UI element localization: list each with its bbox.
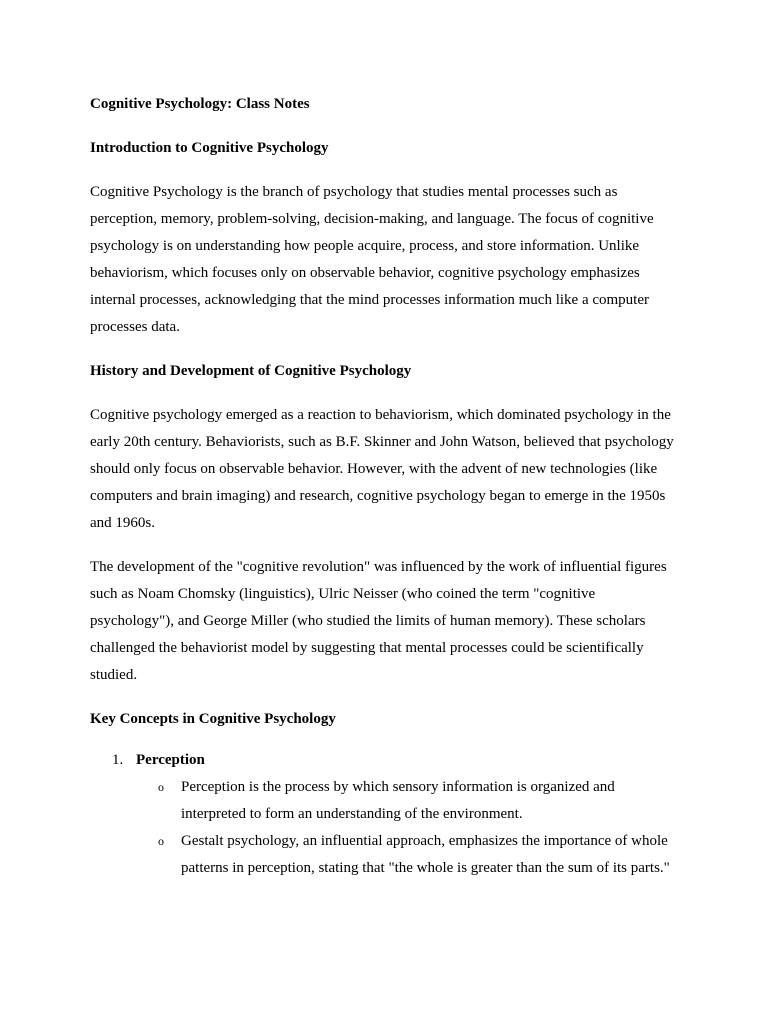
list-number: 1. [112, 752, 124, 768]
section-heading-key-concepts: Key Concepts in Cognitive Psychology [90, 711, 336, 727]
list-item-perception [90, 750, 678, 882]
bullet-text: Gestalt psychology, an influential approach, emphasizes the importance of whole patterns in perception, stating that "the whole is greater than the sum of its parts." [181, 833, 670, 876]
bullet-item [136, 828, 678, 882]
bullet-marker-icon: o [158, 834, 164, 848]
bullet-marker-icon: o [158, 780, 164, 794]
history-paragraph-2: The development of the "cognitive revolution" was influenced by the work of influential figures such as Noam Chomsky (linguistics), Ulric Neisser (who coined the term "cognitive psychology"), and George Miller (who studied the limits of human memory). These scholars challenged the behaviorist model by suggesting that mental processes could be scientifically studied. [90, 559, 667, 683]
list-item-title: Perception [136, 752, 205, 768]
perception-bullet-list [136, 774, 678, 882]
bullet-text: Perception is the process by which sensory information is organized and interpreted to form an understanding of the environment. [181, 779, 615, 822]
section-heading-history: History and Development of Cognitive Psychology [90, 363, 412, 379]
intro-paragraph: Cognitive Psychology is the branch of psychology that studies mental processes such as perception, memory, problem-solving, decision-making, and language. The focus of cognitive psychology is on understanding how people acquire, process, and store information. Unlike behaviorism, which focuses only on observable behavior, cognitive psychology emphasizes internal processes, acknowledging that the mind processes information much like a computer processes data. [90, 184, 654, 335]
history-paragraph-1: Cognitive psychology emerged as a reaction to behaviorism, which dominated psychology in the early 20th century. Behaviorists, such as B.F. Skinner and John Watson, believed that psychology should only focus on observable behavior. However, with the advent of new technologies (like computers and brain imaging) and research, cognitive psychology began to emerge in the 1950s and 1960s. [90, 407, 674, 531]
bullet-item [136, 774, 678, 828]
document-title: Cognitive Psychology: Class Notes [90, 96, 310, 112]
key-concepts-list [90, 750, 678, 882]
section-heading-intro: Introduction to Cognitive Psychology [90, 140, 329, 156]
